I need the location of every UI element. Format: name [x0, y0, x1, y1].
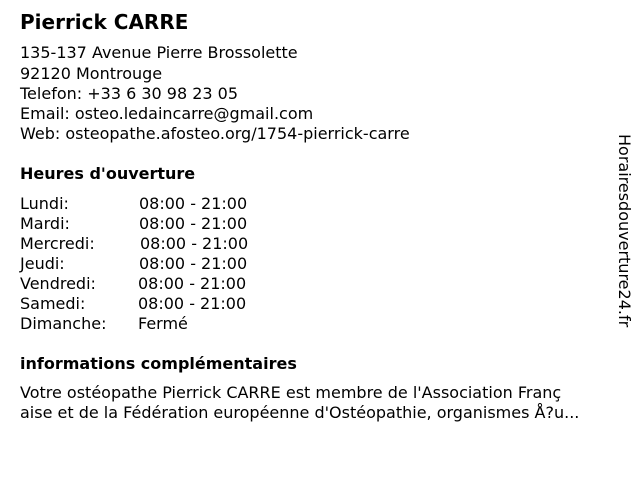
day-hours: 08:00 - 21:00 — [140, 234, 249, 253]
day-hours: 08:00 - 21:00 — [139, 194, 248, 213]
address-city: 92120 Montrouge — [20, 64, 163, 83]
site-watermark: Horairesdouverture24.fr — [615, 134, 634, 328]
day-label: Vendredi: — [20, 274, 96, 293]
day-hours: 08:00 - 21:00 — [138, 274, 247, 293]
day-hours: 08:00 - 21:00 — [138, 294, 247, 313]
website-line: Web: osteopathe.afosteo.org/1754-pierrick-carre — [20, 124, 410, 143]
phone-line: Telefon: +33 6 30 98 23 05 — [20, 84, 239, 103]
day-hours: 08:00 - 21:00 — [139, 254, 248, 273]
business-name: Pierrick CARRE — [20, 10, 189, 34]
opening-hours-heading: Heures d'ouverture — [20, 164, 196, 183]
day-label: Mercredi: — [20, 234, 95, 253]
additional-info-heading: informations complémentaires — [20, 354, 297, 373]
day-hours: 08:00 - 21:00 — [139, 214, 248, 233]
day-label: Jeudi: — [20, 254, 65, 273]
day-hours: Fermé — [138, 314, 188, 333]
day-label: Lundi: — [20, 194, 69, 213]
email-line: Email: osteo.ledaincarre@gmail.com — [20, 104, 314, 123]
additional-info-text: Votre ostéopathe Pierrick CARRE est membre de l'Association Franç aise et de la Fédération européenne d'Ostéopathie, organismes Å?u... — [20, 383, 580, 422]
day-label: Samedi: — [20, 294, 86, 313]
address-street: 135-137 Avenue Pierre Brossolette — [20, 43, 298, 62]
day-label: Dimanche: — [20, 314, 107, 333]
day-label: Mardi: — [20, 214, 70, 233]
